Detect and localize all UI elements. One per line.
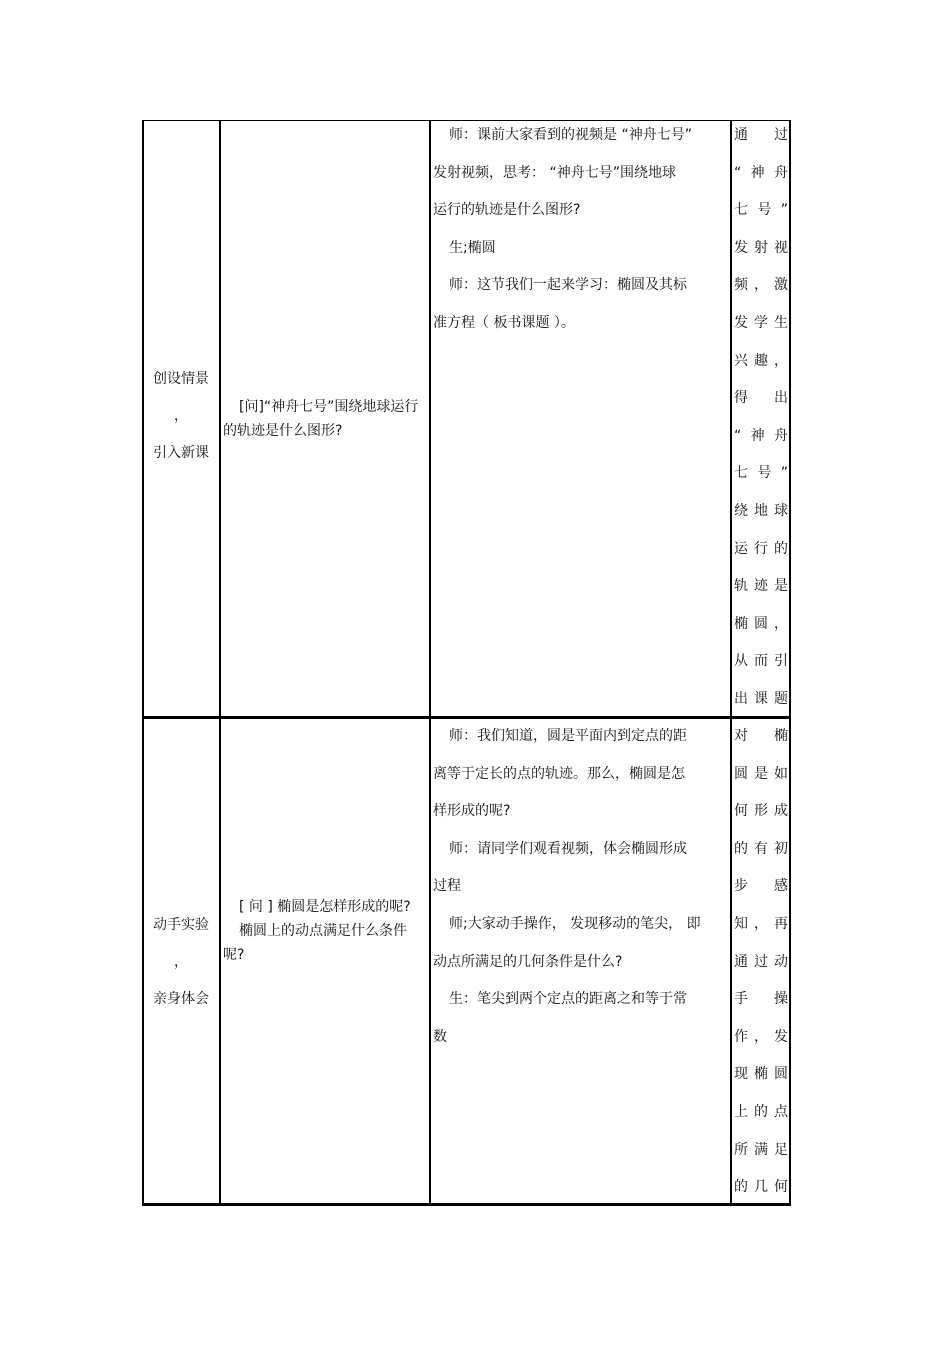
note-char: 的 — [754, 1103, 768, 1120]
note-char: 有 — [754, 840, 768, 857]
note-char: 发 — [734, 314, 748, 331]
column-divider-1 — [219, 120, 221, 1206]
note-char: 得 — [734, 390, 748, 407]
note-char: 再 — [774, 915, 788, 932]
note-char: 何 — [734, 803, 748, 820]
activity-line: 师：我们知道，圆是平面内到定点的距 — [449, 728, 687, 744]
activity-line: 师;大家动手操作， 发现移动的笔尖， 即 — [449, 915, 701, 932]
design-note-line — [734, 267, 788, 305]
note-char: 椭 — [774, 728, 788, 744]
stage-label-line: 引入新课 — [153, 445, 209, 461]
question-text: 椭圆上的动点满足什么条件呢? — [223, 923, 407, 963]
note-char: 发 — [734, 239, 748, 256]
column-divider-3 — [730, 120, 732, 1206]
note-char: 迹 — [754, 578, 768, 595]
note-char: 圆 — [754, 615, 768, 632]
activity-line: 生;椭圆 — [449, 239, 496, 256]
table-right-border — [789, 120, 791, 1206]
note-char: 知 — [734, 915, 748, 932]
design-note-line — [734, 906, 788, 944]
table-bottom-border — [142, 1203, 791, 1206]
note-char: 所 — [734, 1141, 748, 1158]
note-char: 过 — [754, 953, 768, 970]
note-char: 趣 — [754, 352, 768, 369]
note-char: 激 — [774, 277, 788, 294]
activity-line: 动点所满足的几何条件是什么? — [433, 953, 623, 970]
note-char: 绕 — [734, 502, 748, 519]
note-char: 手 — [734, 991, 748, 1008]
note-char: 射 — [754, 239, 768, 256]
stage-label-line: 动手实验 — [153, 917, 209, 933]
note-char: 是 — [754, 765, 768, 782]
note-char: 是 — [774, 578, 788, 595]
note-char: 圆 — [774, 1066, 788, 1083]
note-char: 点 — [774, 1103, 788, 1120]
note-char: 课 — [754, 690, 768, 707]
note-char: 动 — [774, 953, 788, 970]
design-note-line — [734, 455, 788, 493]
design-note-line — [734, 531, 788, 569]
design-note-line — [734, 718, 788, 756]
note-char: 球 — [774, 502, 788, 519]
activity-line: 发射视频，思考： “神舟七号”围绕地球 — [433, 164, 676, 181]
activity-line: 师：课前大家看到的视频是 “神舟七号” — [449, 127, 692, 143]
stage-cell — [146, 361, 216, 472]
note-char: 神 — [750, 164, 765, 181]
note-char: 神 — [750, 427, 765, 444]
design-note-line — [734, 981, 788, 1019]
activity-line: 离等于定长的点的轨迹。那么，椭圆是怎 — [433, 765, 685, 782]
activity-cell — [433, 117, 729, 343]
question-text: [ 问 ] 椭圆是怎样形成的呢? — [239, 899, 411, 915]
note-char: 何 — [774, 1179, 788, 1196]
design-note-line — [734, 192, 788, 230]
note-char: 题 — [774, 690, 788, 707]
note-char: 学 — [754, 314, 768, 331]
stage-label-line: 亲身体会 — [153, 991, 209, 1007]
note-char: “ — [734, 427, 742, 444]
stage-label-line: 创设情景 — [153, 371, 209, 387]
note-char: 出 — [734, 690, 748, 707]
note-char: 的 — [774, 540, 788, 557]
design-note-line — [734, 380, 788, 418]
note-char: 操 — [774, 991, 788, 1008]
design-note-line — [734, 155, 788, 193]
note-char: “ — [734, 164, 742, 181]
note-char: 上 — [734, 1103, 748, 1120]
activity-line: 师：请同学们观看视频，体会椭圆形成 — [449, 840, 687, 857]
design-note-line — [734, 1094, 788, 1132]
activity-cell — [433, 718, 729, 1056]
note-char: 从 — [734, 653, 748, 670]
design-note-line — [734, 117, 788, 155]
note-char: 地 — [754, 502, 768, 519]
design-note-line — [734, 944, 788, 982]
note-char: 步 — [734, 878, 748, 895]
note-char: 椭 — [754, 1066, 768, 1083]
activity-line: 数 — [433, 1028, 447, 1045]
note-char: 的 — [734, 840, 748, 857]
note-char: 几 — [754, 1179, 768, 1196]
design-note-line — [734, 230, 788, 268]
note-char: 号 — [757, 202, 772, 219]
note-char: 通 — [734, 953, 748, 970]
note-char: 现 — [734, 1066, 748, 1083]
activity-line: 准方程（ 板书课题 ）。 — [433, 314, 575, 331]
note-char: 视 — [774, 239, 788, 256]
table-left-border — [142, 120, 144, 1206]
question-cell — [223, 395, 423, 443]
note-char: 出 — [774, 390, 788, 407]
question-cell — [223, 895, 423, 967]
design-note-line — [734, 831, 788, 869]
design-note-line — [734, 1056, 788, 1094]
stage-label-line: ， — [174, 408, 188, 424]
design-note-cell — [734, 718, 788, 1207]
note-char: 椭 — [734, 615, 748, 632]
design-note-line — [734, 1132, 788, 1170]
note-char: 生 — [774, 314, 788, 331]
design-note-line — [734, 643, 788, 681]
design-note-line — [734, 493, 788, 531]
note-char: 发 — [774, 1028, 788, 1045]
note-char: 初 — [774, 840, 788, 857]
note-char: 通 — [734, 127, 748, 143]
design-note-line — [734, 793, 788, 831]
note-char: ” — [780, 465, 788, 482]
note-char: 感 — [774, 878, 788, 895]
note-char: ， — [754, 1028, 768, 1045]
note-char: ， — [774, 352, 788, 369]
note-char: 运 — [734, 540, 748, 557]
design-note-line — [734, 681, 788, 719]
column-divider-2 — [429, 120, 431, 1206]
note-char: ” — [780, 202, 788, 219]
activity-line: 运行的轨迹是什么图形? — [433, 202, 581, 219]
design-note-line — [734, 305, 788, 343]
note-char: 圆 — [734, 765, 748, 782]
design-note-line — [734, 568, 788, 606]
note-char: 舟 — [773, 164, 788, 181]
note-char: 七 — [734, 465, 748, 482]
note-char: 引 — [774, 653, 788, 670]
note-char: 形 — [754, 803, 768, 820]
note-char: 兴 — [734, 352, 748, 369]
note-char: ， — [774, 615, 788, 632]
note-char: 行 — [754, 540, 768, 557]
design-note-line — [734, 868, 788, 906]
note-char: 对 — [734, 728, 748, 744]
note-char: 舟 — [773, 427, 788, 444]
activity-line: 过程 — [433, 878, 461, 895]
note-char: 成 — [774, 803, 788, 820]
note-char: 如 — [774, 765, 788, 782]
question-text: [问]“神舟七号”围绕地球运行的轨迹是什么图形? — [223, 399, 419, 439]
activity-line: 生：笔尖到两个定点的距离之和等于常 — [449, 991, 687, 1008]
stage-cell — [146, 907, 216, 1018]
design-note-line — [734, 343, 788, 381]
note-char: 号 — [757, 465, 772, 482]
note-char: 作 — [734, 1028, 748, 1045]
stage-label-line: ， — [174, 954, 188, 970]
note-char: ， — [754, 915, 768, 932]
note-char: 足 — [774, 1141, 788, 1158]
design-note-line — [734, 756, 788, 794]
design-note-line — [734, 418, 788, 456]
note-char: 过 — [774, 127, 788, 143]
design-note-line — [734, 1169, 788, 1207]
activity-line: 师：这节我们一起来学习：椭圆及其标 — [449, 277, 687, 294]
note-char: 七 — [734, 202, 748, 219]
design-note-line — [734, 1019, 788, 1057]
note-char: 而 — [754, 653, 768, 670]
note-char: 频 — [734, 277, 748, 294]
note-char: 的 — [734, 1179, 748, 1196]
design-note-line — [734, 606, 788, 644]
design-note-cell — [734, 117, 788, 719]
note-char: ， — [754, 277, 768, 294]
activity-line: 样形成的呢? — [433, 803, 511, 820]
note-char: 轨 — [734, 578, 748, 595]
note-char: 满 — [754, 1141, 768, 1158]
